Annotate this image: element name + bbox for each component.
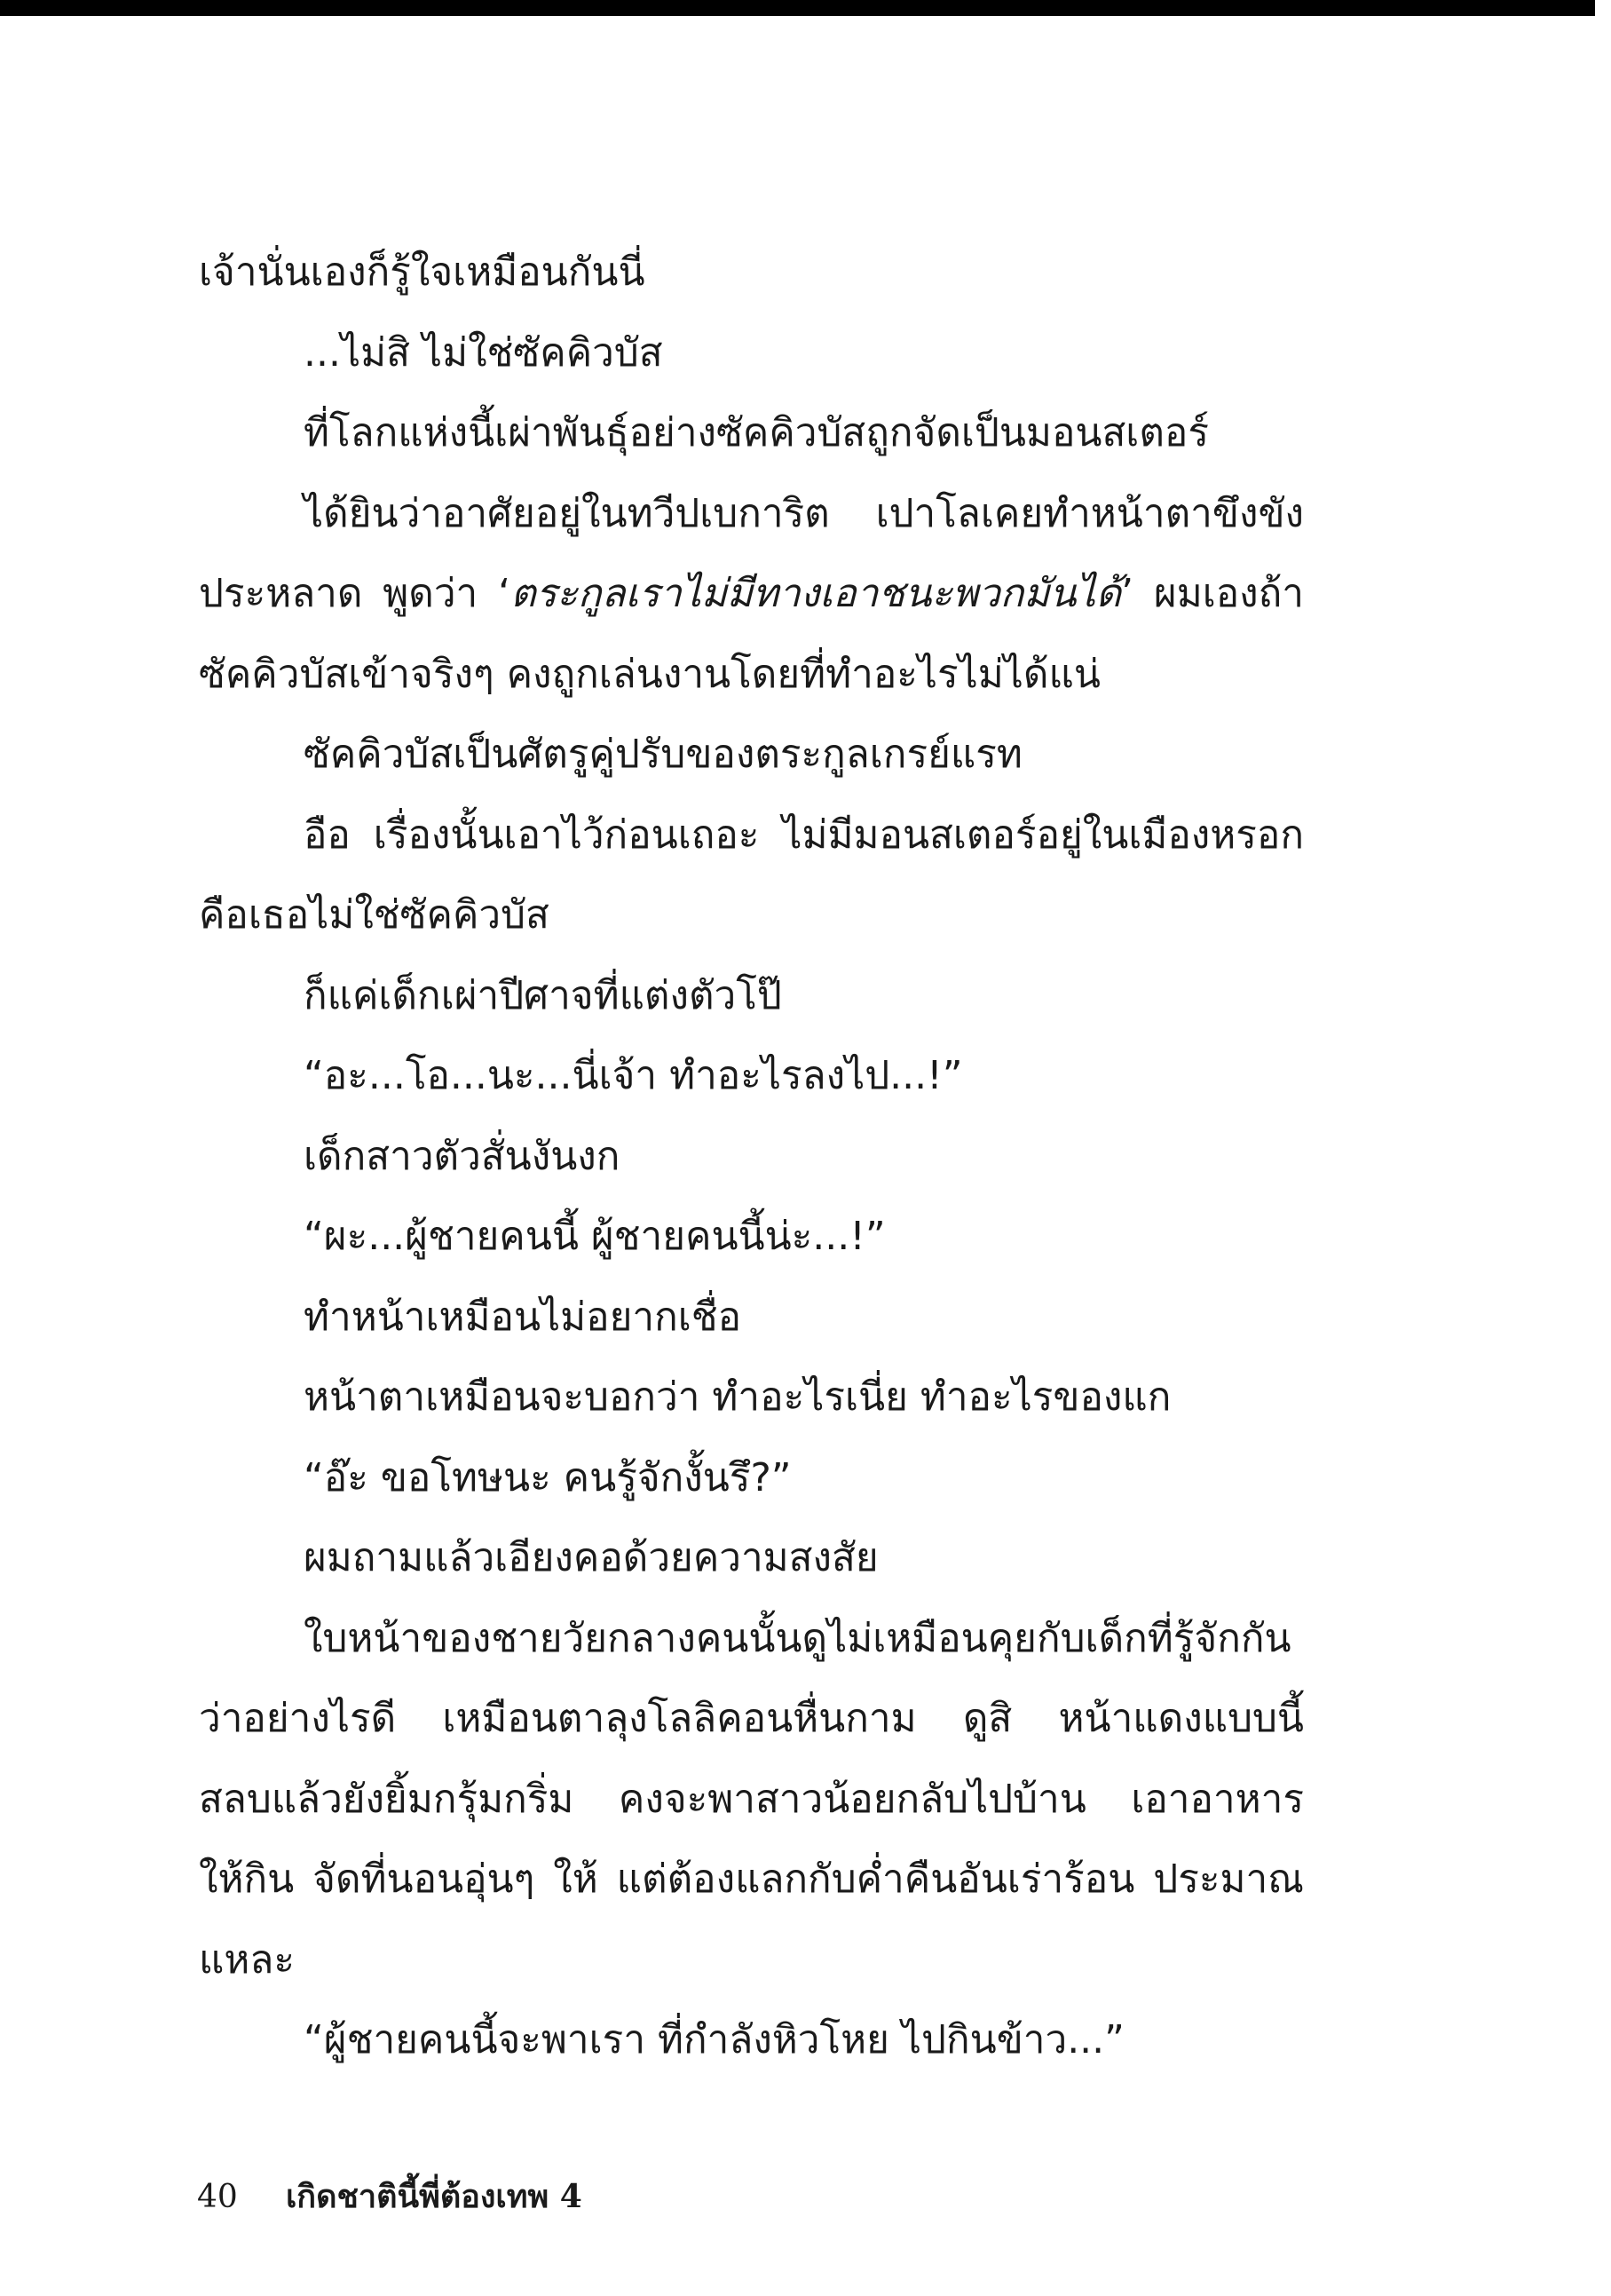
book-title: เกิดชาตินี้พี่ต้องเทพ 4 bbox=[286, 2178, 582, 2215]
text-line: ใบหน้าของชายวัยกลางคนนั้นดูไม่เหมือนคุยกับเด็กที่รู้จักกัน bbox=[304, 1615, 1291, 1661]
text-line: “ผู้ชายคนนี้จะพาเรา ที่กำลังหิวโหย ไปกินข้าว...” bbox=[304, 2017, 1125, 2062]
page-number: 40 bbox=[197, 2179, 238, 2215]
page-body bbox=[199, 233, 1304, 2081]
text-line bbox=[199, 554, 1304, 635]
text-line: ซัคคิวบัสเป็นศัตรูคู่ปรับของตระกูลเกรย์แรท bbox=[304, 732, 1023, 777]
text-line: “ผะ...ผู้ชายคนนี้ ผู้ชายคนนี้น่ะ...!” bbox=[304, 1214, 886, 1259]
top-black-bar bbox=[0, 0, 1595, 16]
text-line: เจ้านั่นเองก็รู้ใจเหมือนกันนี่ bbox=[199, 249, 645, 295]
text-line: ว่าอย่างไรดี เหมือนตาลุงโลลิคอนหื่นกาม ดูสิ หน้าแดงแบบนี้ bbox=[199, 1696, 1304, 1741]
text-line: ซัคคิวบัสเข้าจริงๆ คงถูกเล่นงานโดยที่ทำอะไรไม่ได้แน่ bbox=[199, 651, 1101, 697]
text-line: “อ๊ะ ขอโทษนะ คนรู้จักงั้นรึ?” bbox=[304, 1454, 792, 1500]
text-segment: ’ ผมเองถ้า bbox=[1121, 571, 1304, 616]
text-line: อือ เรื่องนั้นเอาไว้ก่อนเถอะ ไม่มีมอนสเตอร์อยู่ในเมืองหรอก bbox=[304, 812, 1304, 858]
text-line: แหละ bbox=[199, 1936, 295, 1983]
text-line: เด็กสาวตัวสั่นงันงก bbox=[304, 1133, 620, 1179]
text-line: ...ไม่สิ ไม่ใช่ซัคคิวบัส bbox=[304, 329, 663, 376]
text-segment: ประหลาด พูดว่า ‘ bbox=[199, 571, 511, 616]
text-line: หน้าตาเหมือนจะบอกว่า ทำอะไรเนี่ย ทำอะไรของแก bbox=[304, 1374, 1172, 1420]
italic-quote: ตระกูลเราไม่มีทางเอาชนะพวกมันได้ bbox=[510, 571, 1122, 616]
text-line: คือเธอไม่ใช่ซัคคิวบัส bbox=[199, 892, 549, 938]
text-line: ผมถามแล้วเอียงคอด้วยความสงสัย bbox=[304, 1535, 879, 1580]
text-line: ที่โลกแห่งนี้เผ่าพันธุ์อย่างซัคคิวบัสถูกจัดเป็นมอนสเตอร์ bbox=[304, 410, 1209, 455]
text-line: ทำหน้าเหมือนไม่อยากเชื่อ bbox=[304, 1294, 742, 1340]
page-footer bbox=[197, 2177, 582, 2217]
text-line: สลบแล้วยังยิ้มกรุ้มกริ่ม คงจะพาสาวน้อยกลับไปบ้าน เอาอาหาร bbox=[199, 1776, 1304, 1822]
text-line: ให้กิน จัดที่นอนอุ่นๆ ให้ แต่ต้องแลกกับค่ำคืนอันเร่าร้อน ประมาณ bbox=[199, 1857, 1304, 1902]
text-line: ก็แค่เด็กเผ่าปีศาจที่แต่งตัวโป๊ bbox=[304, 972, 782, 1018]
text-line: “อะ...โอ...นะ...นี่เจ้า ทำอะไรลงไป...!” bbox=[304, 1053, 963, 1098]
text-line: ได้ยินว่าอาศัยอยู่ในทวีปเบการิต เปาโลเคยทำหน้าตาขึงขัง bbox=[304, 490, 1304, 536]
